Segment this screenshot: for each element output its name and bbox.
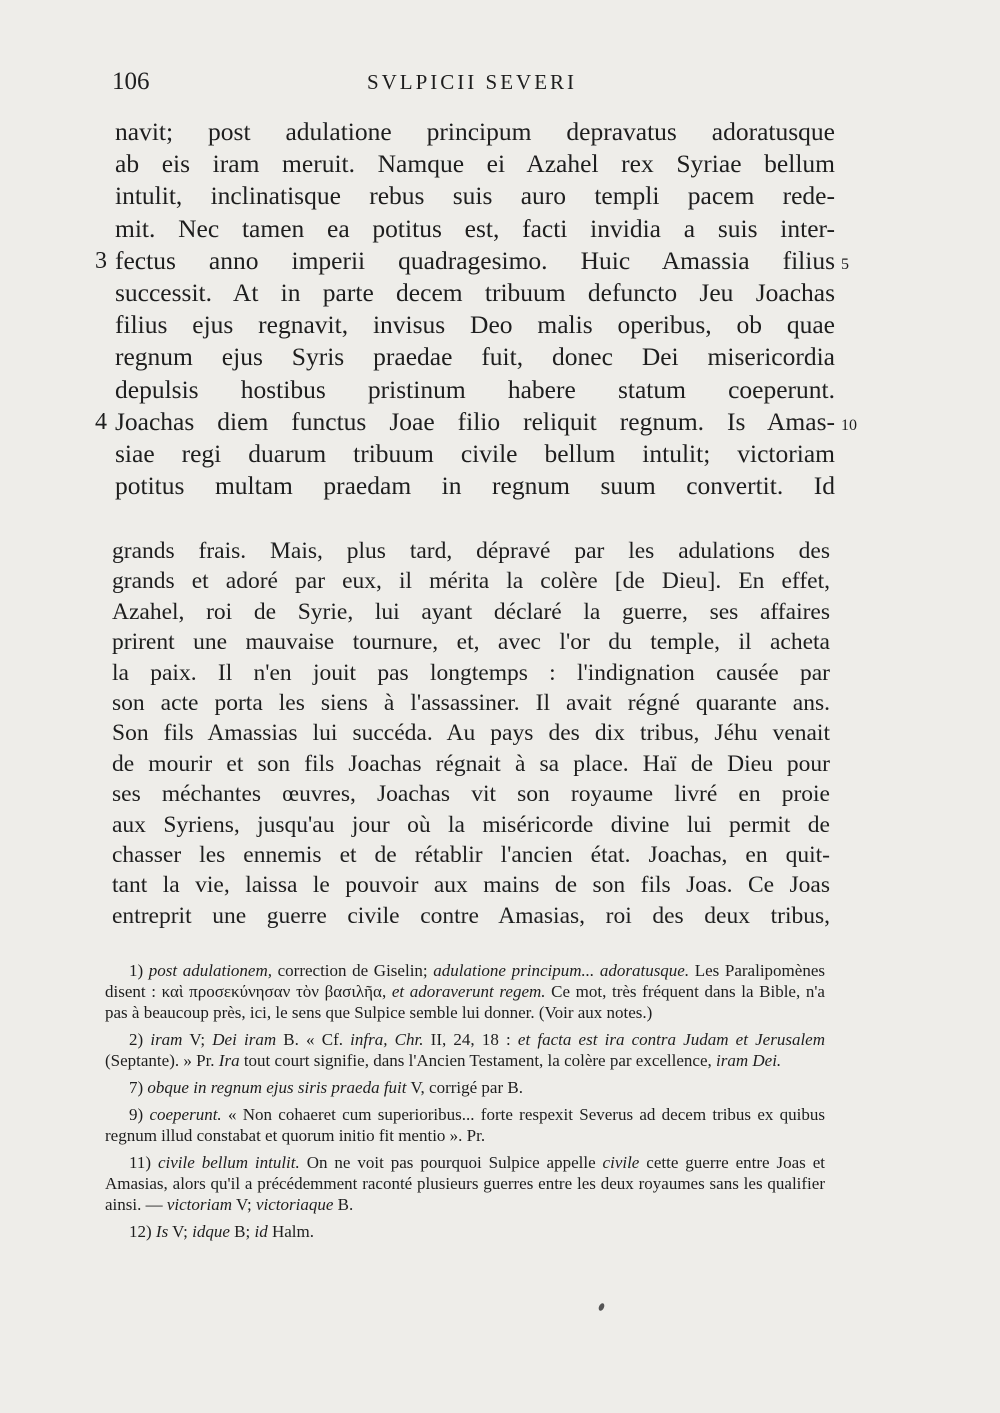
latin-text-block [95, 116, 857, 502]
french-line: la paix. Il n'en jouit pas longtemps : l'indignation causée par [112, 659, 830, 686]
latin-line-with-margins [95, 406, 857, 438]
latin-line: mit. Nec tamen ea potitus est, facti invidia a suis inter- [115, 213, 835, 243]
latin-line: potitus multam praedam in regnum suum convertit. Id [115, 471, 835, 501]
footnote-text: (Septante). » Pr. [105, 1051, 219, 1070]
french-line: grands et adoré par eux, il mérita la colère [de Dieu]. En effet, [112, 568, 830, 595]
footnote-text: « Non cohaeret cum superioribus... forte respexit Severus ad decem tribus ex quibus regnum illud constabat et quorum initio fit mentio ». Pr. [105, 1105, 825, 1145]
french-line: entreprit une guerre civile contre Amasias, roi des deux tribus, [112, 902, 830, 929]
footnote [105, 1029, 825, 1071]
french-line: aux Syriens, jusqu'au jour où la miséricorde divine lui permit de [112, 811, 830, 838]
footnote-text: B. [333, 1195, 354, 1214]
footnote-number: 1) [129, 961, 149, 980]
footnote-italic-text: victoriaque [255, 1195, 334, 1214]
page-header [112, 68, 832, 104]
footnote [105, 960, 825, 1023]
footnote-number: 2) [129, 1030, 151, 1049]
footnote-text: V; [232, 1195, 256, 1214]
footnote-text: B. « Cf. [276, 1030, 351, 1049]
footnote-italic-text: iram [150, 1030, 183, 1049]
footnote-text: B; [229, 1222, 255, 1241]
footnote-italic-text: infra, Chr. [350, 1030, 424, 1049]
latin-line: successit. At in parte decem tribuum defuncto Jeu Joachas [115, 277, 835, 307]
footnote [105, 1221, 825, 1242]
french-line: ses méchantes œuvres, Joachas vit son royaume livré en proie [112, 781, 830, 808]
footnote [105, 1152, 825, 1215]
page-number: 106 [112, 68, 150, 95]
footnote-text: cette guerre entre Joas et Amasias, alors qu'il a précédemment raconté plusieurs guerres entre les deux royaumes sans les qualifier ainsi. — [105, 1153, 825, 1214]
footnote-italic-text: coeperunt. [149, 1105, 222, 1124]
line-number: 10 [841, 416, 857, 434]
latin-line-with-margins [95, 245, 849, 277]
latin-line-text: Joachas diem functus Joae filio reliquit regnum. Is Amas- [115, 406, 835, 436]
footnote-text: Halm. [267, 1222, 314, 1241]
footnote-italic-text: idque [192, 1222, 230, 1241]
line-number: 5 [841, 255, 849, 273]
footnote-italic-text: Ira [218, 1051, 240, 1070]
latin-line: ab eis iram meruit. Namque ei Azahel rex Syriae bellum [115, 149, 835, 179]
footnote-text: On ne voit pas pourquoi Sulpice appelle [299, 1153, 603, 1172]
footnote-italic-text: post adulationem, [148, 961, 272, 980]
footnote-italic-text: obque in regnum ejus siris praeda fuit [147, 1078, 407, 1097]
footnote-italic-text: adulatione principum... adoratusque. [433, 961, 690, 980]
latin-line: depulsis hostibus pristinum habere statum coeperunt. [115, 374, 835, 404]
french-line: de mourir et son fils Joachas régnait à sa place. Haï de Dieu pour [112, 750, 830, 777]
footnote-number: 7) [129, 1078, 148, 1097]
latin-line: siae regi duarum tribuum civile bellum intulit; victoriam [115, 438, 835, 468]
latin-line: intulit, inclinatisque rebus suis auro templi pacem rede- [115, 181, 835, 211]
french-line: Azahel, roi de Syrie, lui ayant déclaré la guerre, ses affaires [112, 598, 830, 625]
footnote [105, 1077, 825, 1098]
french-line: son acte porta les siens à l'assassiner. Il avait régné quarante ans. [112, 689, 830, 716]
footnote-text: V; [182, 1030, 213, 1049]
french-line: tant la vie, laissa le pouvoir aux mains de son fils Joas. Ce Joas [112, 872, 830, 899]
footnote-number: 12) [129, 1222, 156, 1241]
footnote-italic-text: et facta est ira contra Judam et Jerusalem [517, 1030, 825, 1049]
latin-line: regnum ejus Syris praedae fuit, donec Dei misericordia [115, 342, 835, 372]
footnote-italic-text: iram Dei. [716, 1051, 782, 1070]
footnote-text: II, 24, 18 : [423, 1030, 518, 1049]
footnote-italic-text: victoriam [166, 1195, 233, 1214]
french-line: chasser les ennemis et de rétablir l'ancien état. Joachas, en quit- [112, 841, 830, 868]
footnote-text: V; [168, 1222, 193, 1241]
french-line: Son fils Amassias lui succéda. Au pays des dix tribus, Jéhu venait [112, 720, 830, 747]
footnote-italic-text: Dei iram [212, 1030, 277, 1049]
verse-number: 3 [95, 247, 107, 274]
ink-speck [598, 1302, 606, 1311]
footnote-number: 11) [129, 1153, 158, 1172]
latin-line: filius ejus regnavit, invisus Deo malis operibus, ob quae [115, 310, 835, 340]
footnotes [105, 960, 825, 1248]
footnote-number: 9) [129, 1105, 150, 1124]
footnote-italic-text: et adoraverunt regem. [391, 982, 546, 1001]
latin-line-text: fectus anno imperii quadragesimo. Huic Amassia filius [115, 245, 835, 275]
footnote-text: V, corrigé par B. [406, 1078, 523, 1097]
french-line: grands frais. Mais, plus tard, dépravé par les adulations des [112, 538, 830, 564]
footnote-italic-text: civile bellum intulit. [157, 1153, 300, 1172]
footnote-text: tout court signifie, dans l'Ancien Testament, la colère par excellence, [239, 1051, 717, 1070]
footnote [105, 1104, 825, 1146]
footnote-text: Ce mot, très fréquent dans la Bible, n'a pas à beaucoup près, ici, le sens que Sulpice semble lui donner. (Voir aux notes.) [105, 982, 825, 1022]
latin-line: navit; post adulatione principum depravatus adoratusque [115, 117, 835, 146]
running-title: SVLPICII SEVERI [366, 70, 578, 94]
footnote-italic-text: civile [602, 1153, 640, 1172]
verse-number: 4 [95, 408, 107, 435]
french-translation-block [112, 536, 830, 931]
footnote-text: correction de Giselin; [272, 961, 434, 980]
footnote-italic-text: id [254, 1222, 268, 1241]
footnote-italic-text: Is [155, 1222, 169, 1241]
french-line: prirent une mauvaise tournure, et, avec l'or du temple, il acheta [112, 629, 830, 656]
footnote-text: Les Paralipomènes disent : καὶ προσεκύνησαν τὸν βασιλῆα, [105, 961, 825, 1001]
